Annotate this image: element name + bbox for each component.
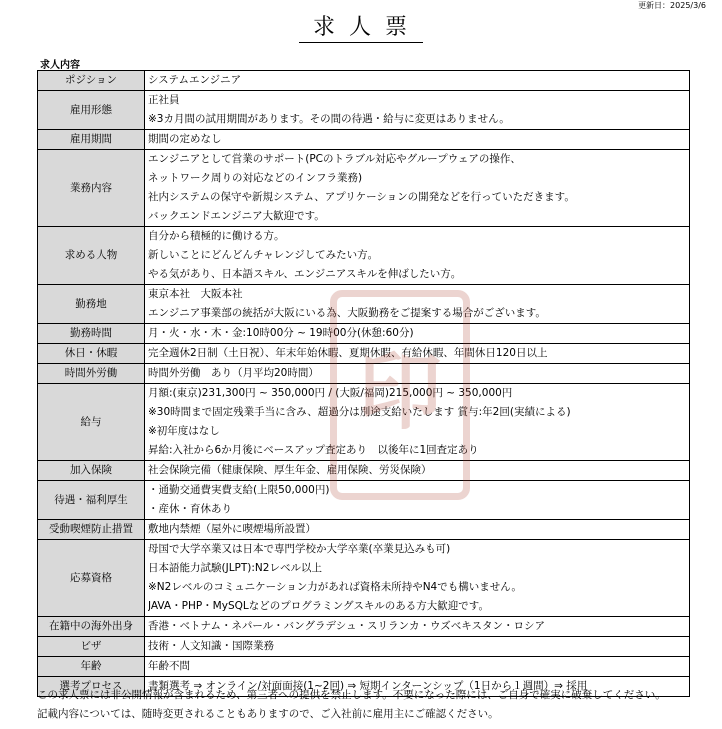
table-row bbox=[38, 461, 690, 481]
row-value bbox=[145, 481, 690, 520]
row-value-line: ※初年度はなし bbox=[148, 425, 220, 437]
row-value-line: ※30時間まで固定残業手当に含み、超過分は別途支給いたします 賞与:年2回(実績による) bbox=[148, 406, 571, 418]
footer-notes bbox=[37, 686, 666, 724]
row-value-line: 日本語能力試験(JLPT):N2レベル以上 bbox=[148, 562, 322, 574]
row-label: 加入保険 bbox=[38, 461, 145, 481]
row-value bbox=[145, 150, 690, 227]
row-value-line: 完全週休2日制（土日祝）、年末年始休暇、夏期休暇、有給休暇、年間休日120日以上 bbox=[148, 347, 548, 359]
row-value-line: 新しいことにどんどんチャレンジしてみたい方。 bbox=[148, 249, 379, 261]
row-value-line: 社内システムの保守や新規システム、アプリケーションの開発などを行っていただきます。 bbox=[148, 191, 575, 203]
row-value-line: 月・火・水・木・金:10時00分 ~ 19時00分(休憩:60分) bbox=[148, 327, 414, 339]
row-label: 勤務地 bbox=[38, 285, 145, 324]
table-row bbox=[38, 285, 690, 324]
row-value bbox=[145, 227, 690, 285]
row-value-line: システムエンジニア bbox=[148, 74, 242, 86]
table-row bbox=[38, 481, 690, 520]
row-value bbox=[145, 344, 690, 364]
row-label: 時間外労働 bbox=[38, 364, 145, 384]
row-value bbox=[145, 130, 690, 150]
row-value-line: 時間外労働 あり（月平均20時間） bbox=[148, 367, 319, 379]
row-value bbox=[145, 324, 690, 344]
row-value-line: 年齢不問 bbox=[148, 660, 190, 672]
row-value bbox=[145, 540, 690, 617]
row-label: ビザ bbox=[38, 637, 145, 657]
row-value-line: 敷地内禁煙（屋外に喫煙場所設置） bbox=[148, 523, 316, 535]
row-label: 受動喫煙防止措置 bbox=[38, 520, 145, 540]
row-value-line: ・通勤交通費実費支給(上限50,000円) bbox=[148, 484, 330, 496]
row-label: 選考プロセス bbox=[38, 677, 145, 697]
row-label: 年齢 bbox=[38, 657, 145, 677]
row-value bbox=[145, 71, 690, 91]
row-label: 雇用期間 bbox=[38, 130, 145, 150]
table-row bbox=[38, 324, 690, 344]
row-value-line: やる気があり、日本語スキル、エンジニアスキルを伸ばしたい方。 bbox=[148, 268, 462, 280]
row-value-line: 昇給:入社から6か月後にベースアップ査定あり 以後年に1回査定あり bbox=[148, 444, 479, 456]
row-value bbox=[145, 364, 690, 384]
job-details-table bbox=[37, 70, 690, 697]
table-row bbox=[38, 344, 690, 364]
table-row bbox=[38, 657, 690, 677]
row-value-line: ※N2レベルのコミュニケーション力があれば資格未所持やN4でも構いません。 bbox=[148, 581, 522, 593]
row-value bbox=[145, 657, 690, 677]
table-row bbox=[38, 520, 690, 540]
row-value-line: ※3カ月間の試用期間があります。その間の待遇・給与に変更はありません。 bbox=[148, 113, 510, 125]
row-value bbox=[145, 520, 690, 540]
row-value-line: JAVA・PHP・MySQLなどのプログラミングスキルのある方大歓迎です。 bbox=[148, 600, 489, 612]
row-label: 待遇・福利厚生 bbox=[38, 481, 145, 520]
row-value-line: 自分から積極的に働ける方。 bbox=[148, 230, 285, 242]
table-row bbox=[38, 91, 690, 130]
section-heading: 求人内容 bbox=[40, 60, 80, 71]
row-value-line: 月額:(東京)231,300円 ~ 350,000円 / (大阪/福岡)215,000円 ~ 350,000円 bbox=[148, 387, 513, 399]
row-label: 求める人物 bbox=[38, 227, 145, 285]
row-value-line: 書類選考 ⇒ オンライン/対面面接(1~2回) ⇒ 短期インターンシップ（1日から１週間）⇒ 採用 bbox=[148, 680, 588, 692]
row-value-line: エンジニア事業部の統括が大阪にいる為、大阪勤務をご提案する場合がございます。 bbox=[148, 307, 546, 319]
row-label: 雇用形態 bbox=[38, 91, 145, 130]
updated-date: 更新日：2025/3/6 bbox=[638, 1, 706, 10]
row-value bbox=[145, 637, 690, 657]
row-value-line: 正社員 bbox=[148, 94, 180, 106]
table-row bbox=[38, 71, 690, 91]
row-value bbox=[145, 91, 690, 130]
footer-note: この求人票には非公開情報が含まれるため、第三者への提供を禁止します。不要になった際には、ご自身で確実に破棄してください。 bbox=[37, 689, 666, 701]
row-value-line: バックエンドエンジニア大歓迎です。 bbox=[148, 210, 325, 222]
table-row bbox=[38, 384, 690, 461]
table-row bbox=[38, 227, 690, 285]
row-value-line: 社会保険完備（健康保険、厚生年金、雇用保険、労災保険） bbox=[148, 464, 432, 476]
row-label: 業務内容 bbox=[38, 150, 145, 227]
row-value bbox=[145, 285, 690, 324]
row-value-line: エンジニアとして営業のサポート(PCのトラブル対応やグループウェアの操作、 bbox=[148, 153, 521, 165]
footer-note: 記載内容については、随時変更されることもありますので、ご入社前に雇用主にご確認ください。 bbox=[37, 708, 499, 720]
page-title-text: 求人票 bbox=[299, 15, 423, 43]
row-value-line: ネットワーク周りの対応などのインフラ業務) bbox=[148, 172, 363, 184]
row-label: 勤務時間 bbox=[38, 324, 145, 344]
row-value-line: 東京本社 大阪本社 bbox=[148, 288, 243, 300]
row-label: 応募資格 bbox=[38, 540, 145, 617]
table-row bbox=[38, 364, 690, 384]
row-value bbox=[145, 384, 690, 461]
row-value-line: 期間の定めなし bbox=[148, 133, 222, 145]
row-label: 休日・休暇 bbox=[38, 344, 145, 364]
table-row bbox=[38, 150, 690, 227]
table-row bbox=[38, 130, 690, 150]
row-value-line: ・産休・育休あり bbox=[148, 503, 232, 515]
row-value-line: 母国で大学卒業又は日本で専門学校か大学卒業(卒業見込みも可) bbox=[148, 543, 451, 555]
row-value bbox=[145, 461, 690, 481]
row-label: ポジション bbox=[38, 71, 145, 91]
table-row bbox=[38, 540, 690, 617]
row-value-line: 香港・ベトナム・ネパール・バングラデシュ・スリランカ・ウズベキスタン・ロシア bbox=[148, 620, 546, 632]
page-title bbox=[0, 10, 722, 41]
row-label: 在籍中の海外出身 bbox=[38, 617, 145, 637]
row-label: 給与 bbox=[38, 384, 145, 461]
row-value-line: 技術・人文知識・国際業務 bbox=[148, 640, 274, 652]
table-row bbox=[38, 637, 690, 657]
table-row bbox=[38, 617, 690, 637]
company-seal-stamp: 印 bbox=[330, 290, 470, 500]
row-value bbox=[145, 617, 690, 637]
